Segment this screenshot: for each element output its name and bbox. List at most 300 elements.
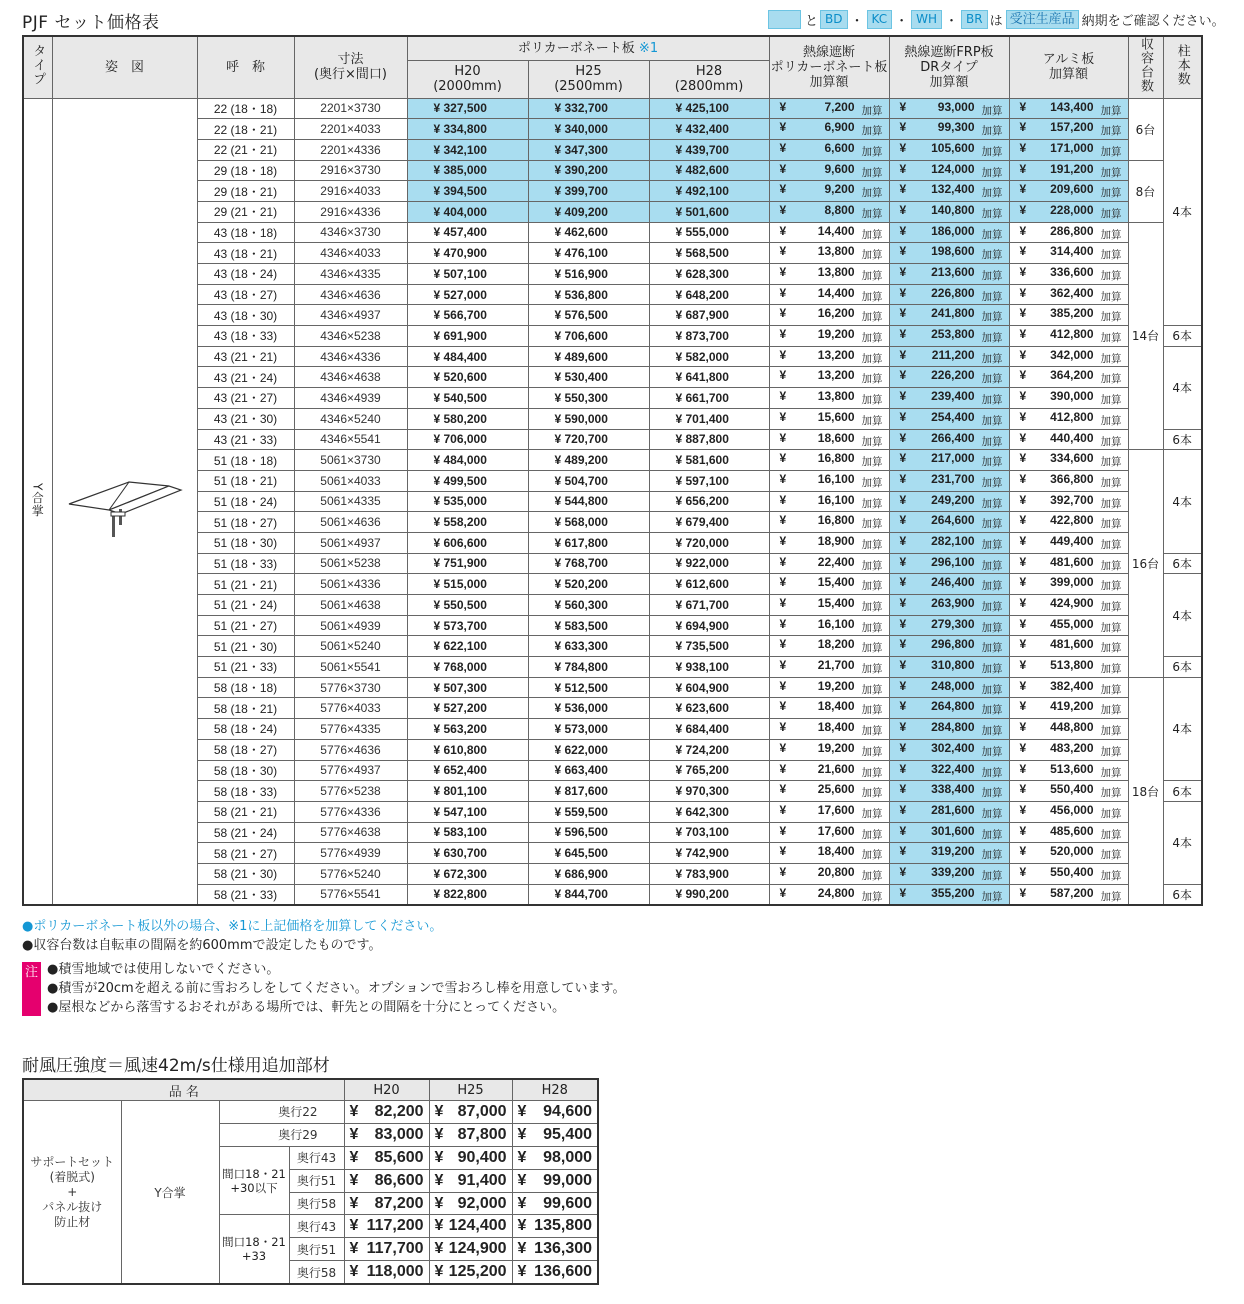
alum-add: ¥ 334,600 加算 — [1009, 450, 1128, 471]
sub-price: ¥ 91,400 — [429, 1169, 512, 1192]
caution-line: ●積雪地域では使用しないでください。 — [47, 962, 280, 977]
posts-cell: 4本 — [1163, 801, 1202, 884]
heat-frp-add: ¥ 302,400 加算 — [889, 739, 1009, 760]
header-polycarbonate: ポリカーボネート板 ※1 — [407, 36, 769, 60]
sub-price: ¥ 82,200 — [344, 1101, 429, 1124]
alum-add: ¥ 422,800 加算 — [1009, 512, 1128, 533]
heat-poly-add: ¥ 16,100 加算 — [769, 470, 889, 491]
table-row — [23, 450, 1202, 471]
alum-add: ¥ 336,600 加算 — [1009, 264, 1128, 285]
heat-poly-add: ¥ 15,400 加算 — [769, 574, 889, 595]
price-h20: ¥ 404,000 — [407, 201, 528, 222]
heat-frp-add: ¥ 310,800 加算 — [889, 657, 1009, 678]
sub-price: ¥ 90,400 — [429, 1146, 512, 1169]
sub-price: ¥ 87,200 — [344, 1192, 429, 1215]
heat-poly-add: ¥ 18,400 加算 — [769, 843, 889, 864]
price-h20: ¥ 457,400 — [407, 222, 528, 243]
posts-cell: 4本 — [1163, 574, 1202, 657]
sub-price: ¥ 136,600 — [512, 1261, 598, 1284]
price-h25: ¥ 706,600 — [528, 326, 649, 347]
posts-cell: 6本 — [1163, 657, 1202, 678]
price-h25: ¥ 686,900 — [528, 863, 649, 884]
sub-depth: 奥行22 — [219, 1101, 344, 1124]
price-h20: ¥ 563,200 — [407, 719, 528, 740]
table-row — [23, 532, 1202, 553]
price-h25: ¥ 568,000 — [528, 512, 649, 533]
row-name: 58 (21・27) — [197, 843, 294, 864]
price-h20: ¥ 507,300 — [407, 677, 528, 698]
row-dims: 4346×4336 — [294, 346, 407, 367]
table-row — [23, 491, 1202, 512]
capacity-cell: 6台 — [1128, 98, 1163, 160]
row-name: 58 (21・24) — [197, 822, 294, 843]
header-h28: H28 (2800mm) — [649, 60, 769, 98]
price-h20: ¥ 327,500 — [407, 98, 528, 119]
table-row — [23, 843, 1202, 864]
price-h28: ¥ 783,900 — [649, 863, 769, 884]
row-dims: 5061×4636 — [294, 512, 407, 533]
alum-add: ¥ 364,200 加算 — [1009, 367, 1128, 388]
table-row — [23, 657, 1202, 678]
heat-poly-add: ¥ 18,400 加算 — [769, 698, 889, 719]
row-name: 51 (18・24) — [197, 491, 294, 512]
posts-cell: 4本 — [1163, 450, 1202, 553]
row-name: 43 (21・21) — [197, 346, 294, 367]
row-name: 58 (18・27) — [197, 739, 294, 760]
alum-add: ¥ 412,800 加算 — [1009, 408, 1128, 429]
price-h20: ¥ 566,700 — [407, 305, 528, 326]
table-row — [23, 305, 1202, 326]
sub-price: ¥ 124,400 — [429, 1215, 512, 1238]
legend-code-kc: KC — [867, 10, 893, 29]
table-row — [23, 636, 1202, 657]
table-row — [23, 574, 1202, 595]
price-h28: ¥ 742,900 — [649, 843, 769, 864]
price-h28: ¥ 735,500 — [649, 636, 769, 657]
row-name: 43 (18・24) — [197, 264, 294, 285]
price-h20: ¥ 573,700 — [407, 615, 528, 636]
price-h28: ¥ 922,000 — [649, 553, 769, 574]
price-h20: ¥ 706,000 — [407, 429, 528, 450]
caution-block — [22, 962, 626, 1017]
row-name: 22 (21・21) — [197, 139, 294, 160]
sub-depth: 奥行58 — [289, 1192, 344, 1215]
row-name: 58 (18・30) — [197, 760, 294, 781]
row-dims: 5776×5541 — [294, 884, 407, 905]
table-row — [23, 284, 1202, 305]
price-h28: ¥ 701,400 — [649, 408, 769, 429]
heat-frp-add: ¥ 241,800 加算 — [889, 305, 1009, 326]
heat-frp-add: ¥ 263,900 加算 — [889, 595, 1009, 616]
row-dims: 5776×4939 — [294, 843, 407, 864]
price-h20: ¥ 484,400 — [407, 346, 528, 367]
heat-poly-add: ¥ 13,200 加算 — [769, 367, 889, 388]
sub-price: ¥ 87,800 — [429, 1123, 512, 1146]
price-h25: ¥ 489,200 — [528, 450, 649, 471]
price-h25: ¥ 573,000 — [528, 719, 649, 740]
price-h25: ¥ 536,800 — [528, 284, 649, 305]
heat-frp-add: ¥ 322,400 加算 — [889, 760, 1009, 781]
alum-add: ¥ 399,000 加算 — [1009, 574, 1128, 595]
sub-price: ¥ 85,600 — [344, 1146, 429, 1169]
header-type: タイプ — [23, 36, 52, 98]
row-name: 58 (21・33) — [197, 884, 294, 905]
sub-group: 間口18・21 +33 — [219, 1215, 289, 1284]
row-name: 22 (18・21) — [197, 119, 294, 140]
table-row — [23, 1101, 598, 1124]
row-name: 29 (21・21) — [197, 201, 294, 222]
row-dims: 4346×4638 — [294, 367, 407, 388]
row-dims: 2916×4033 — [294, 181, 407, 202]
row-name: 43 (18・18) — [197, 222, 294, 243]
price-h25: ¥ 768,700 — [528, 553, 649, 574]
price-h28: ¥ 642,300 — [649, 801, 769, 822]
figure-cell — [52, 98, 197, 905]
heat-poly-add: ¥ 13,800 加算 — [769, 243, 889, 264]
table-row — [23, 326, 1202, 347]
alum-add: ¥ 483,200 加算 — [1009, 739, 1128, 760]
table-row — [23, 264, 1202, 285]
legend-code-wh: WH — [911, 10, 942, 29]
heat-frp-add: ¥ 266,400 加算 — [889, 429, 1009, 450]
row-name: 58 (18・33) — [197, 781, 294, 802]
heat-frp-add: ¥ 338,400 加算 — [889, 781, 1009, 802]
heat-poly-add: ¥ 7,200 加算 — [769, 98, 889, 119]
table-row — [23, 181, 1202, 202]
posts-cell: 6本 — [1163, 553, 1202, 574]
header-h25: H25 (2500mm) — [528, 60, 649, 98]
row-dims: 2916×4336 — [294, 201, 407, 222]
heat-frp-add: ¥ 239,400 加算 — [889, 388, 1009, 409]
caution-line: ●屋根などから落雪するおそれがある場所では、軒先との間隔を十分にとってください。 — [47, 1000, 566, 1015]
alum-add: ¥ 481,600 加算 — [1009, 553, 1128, 574]
price-h20: ¥ 527,000 — [407, 284, 528, 305]
price-h28: ¥ 492,100 — [649, 181, 769, 202]
legend-code-br: BR — [961, 10, 988, 29]
price-h28: ¥ 694,900 — [649, 615, 769, 636]
alum-add: ¥ 485,600 加算 — [1009, 822, 1128, 843]
price-h28: ¥ 597,100 — [649, 470, 769, 491]
capacity-cell: 16台 — [1128, 450, 1163, 678]
table-row — [23, 760, 1202, 781]
price-h28: ¥ 604,900 — [649, 677, 769, 698]
row-dims: 5061×4937 — [294, 532, 407, 553]
heat-frp-add: ¥ 140,800 加算 — [889, 201, 1009, 222]
price-h25: ¥ 590,000 — [528, 408, 649, 429]
price-h25: ¥ 560,300 — [528, 595, 649, 616]
price-h20: ¥ 535,000 — [407, 491, 528, 512]
alum-add: ¥ 520,000 加算 — [1009, 843, 1128, 864]
row-dims: 5776×4937 — [294, 760, 407, 781]
row-name: 51 (21・24) — [197, 595, 294, 616]
price-h28: ¥ 612,600 — [649, 574, 769, 595]
price-h20: ¥ 550,500 — [407, 595, 528, 616]
price-h20: ¥ 470,900 — [407, 243, 528, 264]
heat-frp-add: ¥ 264,800 加算 — [889, 698, 1009, 719]
sub-depth: 奥行29 — [219, 1123, 344, 1146]
capacity-cell: 14台 — [1128, 222, 1163, 450]
row-dims: 2201×4033 — [294, 119, 407, 140]
alum-add: ¥ 419,200 加算 — [1009, 698, 1128, 719]
price-h28: ¥ 482,600 — [649, 160, 769, 181]
heat-poly-add: ¥ 6,600 加算 — [769, 139, 889, 160]
notes — [22, 917, 442, 955]
price-h25: ¥ 645,500 — [528, 843, 649, 864]
sub-price: ¥ 99,000 — [512, 1169, 598, 1192]
heat-frp-add: ¥ 198,600 加算 — [889, 243, 1009, 264]
table-row — [23, 719, 1202, 740]
sub-depth: 奥行58 — [289, 1261, 344, 1284]
table-row — [23, 119, 1202, 140]
price-h25: ¥ 784,800 — [528, 657, 649, 678]
table-row — [23, 222, 1202, 243]
price-h20: ¥ 691,900 — [407, 326, 528, 347]
row-name: 51 (21・30) — [197, 636, 294, 657]
row-dims: 5776×5238 — [294, 781, 407, 802]
row-dims: 5061×4033 — [294, 470, 407, 491]
row-dims: 5061×3730 — [294, 450, 407, 471]
heat-frp-add: ¥ 284,800 加算 — [889, 719, 1009, 740]
posts-cell: 4本 — [1163, 677, 1202, 780]
price-h20: ¥ 394,500 — [407, 181, 528, 202]
sub-depth: 奥行51 — [289, 1238, 344, 1261]
heat-frp-add: ¥ 99,300 加算 — [889, 119, 1009, 140]
heat-frp-add: ¥ 319,200 加算 — [889, 843, 1009, 864]
price-h28: ¥ 555,000 — [649, 222, 769, 243]
price-h28: ¥ 628,300 — [649, 264, 769, 285]
row-dims: 5776×4033 — [294, 698, 407, 719]
heat-frp-add: ¥ 132,400 加算 — [889, 181, 1009, 202]
heat-frp-add: ¥ 217,000 加算 — [889, 450, 1009, 471]
table-row — [23, 884, 1202, 905]
row-name: 58 (18・18) — [197, 677, 294, 698]
price-h20: ¥ 334,800 — [407, 119, 528, 140]
price-h28: ¥ 990,200 — [649, 884, 769, 905]
alum-add: ¥ 587,200 加算 — [1009, 884, 1128, 905]
table-row — [23, 160, 1202, 181]
sub-price: ¥ 118,000 — [344, 1261, 429, 1284]
price-h25: ¥ 476,100 — [528, 243, 649, 264]
sub-type: Y合掌 — [121, 1101, 219, 1285]
heat-frp-add: ¥ 231,700 加算 — [889, 470, 1009, 491]
price-h20: ¥ 515,000 — [407, 574, 528, 595]
price-h28: ¥ 582,000 — [649, 346, 769, 367]
price-h25: ¥ 512,500 — [528, 677, 649, 698]
price-h25: ¥ 663,400 — [528, 760, 649, 781]
heat-frp-add: ¥ 355,200 加算 — [889, 884, 1009, 905]
row-name: 51 (18・21) — [197, 470, 294, 491]
sub-price: ¥ 94,600 — [512, 1101, 598, 1124]
row-name: 51 (21・27) — [197, 615, 294, 636]
row-dims: 4346×5541 — [294, 429, 407, 450]
header-capacity: 収容台数 — [1128, 36, 1163, 98]
table-row — [23, 470, 1202, 491]
price-h25: ¥ 844,700 — [528, 884, 649, 905]
price-h25: ¥ 720,700 — [528, 429, 649, 450]
price-h25: ¥ 489,600 — [528, 346, 649, 367]
heat-poly-add: ¥ 16,800 加算 — [769, 512, 889, 533]
heat-poly-add: ¥ 18,400 加算 — [769, 719, 889, 740]
price-h25: ¥ 504,700 — [528, 470, 649, 491]
price-h25: ¥ 596,500 — [528, 822, 649, 843]
price-h20: ¥ 484,000 — [407, 450, 528, 471]
legend-made-to-order: 受注生産品 — [1006, 10, 1079, 29]
table-row — [23, 243, 1202, 264]
table-row — [23, 346, 1202, 367]
price-h28: ¥ 641,800 — [649, 367, 769, 388]
posts-cell: 6本 — [1163, 884, 1202, 905]
heat-poly-add: ¥ 20,800 加算 — [769, 863, 889, 884]
price-table — [22, 35, 1203, 906]
capacity-cell: 18台 — [1128, 677, 1163, 905]
table-row — [23, 698, 1202, 719]
price-h28: ¥ 671,700 — [649, 595, 769, 616]
price-h28: ¥ 938,100 — [649, 657, 769, 678]
row-name: 43 (18・21) — [197, 243, 294, 264]
price-h28: ¥ 648,200 — [649, 284, 769, 305]
posts-cell: 4本 — [1163, 346, 1202, 429]
heat-poly-add: ¥ 8,800 加算 — [769, 201, 889, 222]
price-h28: ¥ 656,200 — [649, 491, 769, 512]
price-h20: ¥ 583,100 — [407, 822, 528, 843]
heat-frp-add: ¥ 105,600 加算 — [889, 139, 1009, 160]
price-h25: ¥ 559,500 — [528, 801, 649, 822]
heat-poly-add: ¥ 16,100 加算 — [769, 491, 889, 512]
heat-poly-add: ¥ 16,200 加算 — [769, 305, 889, 326]
alum-add: ¥ 286,800 加算 — [1009, 222, 1128, 243]
header-figure: 姿 図 — [52, 36, 197, 98]
price-h25: ¥ 530,400 — [528, 367, 649, 388]
row-name: 51 (18・27) — [197, 512, 294, 533]
row-dims: 2201×3730 — [294, 98, 407, 119]
alum-add: ¥ 424,900 加算 — [1009, 595, 1128, 616]
table-row — [23, 429, 1202, 450]
row-dims: 4346×5238 — [294, 326, 407, 347]
heat-frp-add: ¥ 213,600 加算 — [889, 264, 1009, 285]
alum-add: ¥ 456,000 加算 — [1009, 801, 1128, 822]
sub-depth: 奥行43 — [289, 1215, 344, 1238]
row-dims: 4346×4636 — [294, 284, 407, 305]
heat-poly-add: ¥ 16,800 加算 — [769, 450, 889, 471]
row-dims: 2916×3730 — [294, 160, 407, 181]
heat-frp-add: ¥ 248,000 加算 — [889, 677, 1009, 698]
heat-frp-add: ¥ 254,400 加算 — [889, 408, 1009, 429]
price-h28: ¥ 684,400 — [649, 719, 769, 740]
sub-price: ¥ 136,300 — [512, 1238, 598, 1261]
row-dims: 5061×4939 — [294, 615, 407, 636]
price-h25: ¥ 520,200 — [528, 574, 649, 595]
wind-parts-table — [22, 1078, 599, 1285]
row-dims: 5061×5240 — [294, 636, 407, 657]
alum-add: ¥ 550,400 加算 — [1009, 863, 1128, 884]
price-h25: ¥ 516,900 — [528, 264, 649, 285]
row-name: 58 (21・21) — [197, 801, 294, 822]
posts-cell: 6本 — [1163, 429, 1202, 450]
row-dims: 5061×5238 — [294, 553, 407, 574]
heat-frp-add: ¥ 279,300 加算 — [889, 615, 1009, 636]
price-h20: ¥ 652,400 — [407, 760, 528, 781]
table-row — [23, 408, 1202, 429]
price-h20: ¥ 527,200 — [407, 698, 528, 719]
price-h28: ¥ 425,100 — [649, 98, 769, 119]
row-name: 51 (21・21) — [197, 574, 294, 595]
table-row — [23, 367, 1202, 388]
sub-group: 間口18・21 +30以下 — [219, 1146, 289, 1215]
price-h28: ¥ 703,100 — [649, 822, 769, 843]
sub-price: ¥ 99,600 — [512, 1192, 598, 1215]
header-alum: アルミ板 加算額 — [1009, 36, 1128, 98]
alum-add: ¥ 362,400 加算 — [1009, 284, 1128, 305]
posts-cell: 6本 — [1163, 781, 1202, 802]
price-h20: ¥ 768,000 — [407, 657, 528, 678]
price-h20: ¥ 610,800 — [407, 739, 528, 760]
price-h25: ¥ 633,300 — [528, 636, 649, 657]
sub-price: ¥ 86,600 — [344, 1169, 429, 1192]
alum-add: ¥ 513,600 加算 — [1009, 760, 1128, 781]
price-h25: ¥ 332,700 — [528, 98, 649, 119]
row-dims: 4346×4033 — [294, 243, 407, 264]
heat-poly-add: ¥ 9,200 加算 — [769, 181, 889, 202]
sub-price: ¥ 117,700 — [344, 1238, 429, 1261]
price-h20: ¥ 622,100 — [407, 636, 528, 657]
price-h28: ¥ 687,900 — [649, 305, 769, 326]
heat-poly-add: ¥ 14,400 加算 — [769, 284, 889, 305]
header-dims: 寸法 (奥行×間口) — [294, 36, 407, 98]
table-row — [23, 822, 1202, 843]
row-dims: 5061×5541 — [294, 657, 407, 678]
heat-frp-add: ¥ 211,200 加算 — [889, 346, 1009, 367]
price-h25: ¥ 340,000 — [528, 119, 649, 140]
legend: と BD ・ KC ・ WH ・ BR は 受注生産品 納期をご確認ください。 — [768, 10, 1225, 29]
table-row — [23, 388, 1202, 409]
row-name: 43 (18・27) — [197, 284, 294, 305]
row-name: 58 (18・21) — [197, 698, 294, 719]
price-h25: ¥ 390,200 — [528, 160, 649, 181]
table-row — [23, 615, 1202, 636]
note-line: ●収容台数は自転車の間隔を約600mmで設定したものです。 — [22, 938, 382, 953]
sub-price: ¥ 83,000 — [344, 1123, 429, 1146]
heat-poly-add: ¥ 17,600 加算 — [769, 822, 889, 843]
subtitle: 耐風圧強度＝風速42m/s仕様用追加部材 — [22, 1056, 330, 1076]
row-name: 43 (18・33) — [197, 326, 294, 347]
table-row — [23, 139, 1202, 160]
heat-poly-add: ¥ 22,400 加算 — [769, 553, 889, 574]
note-line: ●ポリカーボネート板以外の場合、※1に上記価格を加算してください。 — [22, 919, 443, 934]
price-h28: ¥ 439,700 — [649, 139, 769, 160]
heat-frp-add: ¥ 93,000 加算 — [889, 98, 1009, 119]
alum-add: ¥ 209,600 加算 — [1009, 181, 1128, 202]
alum-add: ¥ 382,400 加算 — [1009, 677, 1128, 698]
heat-poly-add: ¥ 18,900 加算 — [769, 532, 889, 553]
heat-poly-add: ¥ 14,400 加算 — [769, 222, 889, 243]
price-h20: ¥ 672,300 — [407, 863, 528, 884]
price-h25: ¥ 536,000 — [528, 698, 649, 719]
price-h25: ¥ 817,600 — [528, 781, 649, 802]
price-h25: ¥ 583,500 — [528, 615, 649, 636]
row-name: 43 (21・27) — [197, 388, 294, 409]
alum-add: ¥ 513,800 加算 — [1009, 657, 1128, 678]
heat-poly-add: ¥ 19,200 加算 — [769, 677, 889, 698]
sub-price: ¥ 95,400 — [512, 1123, 598, 1146]
price-h25: ¥ 347,300 — [528, 139, 649, 160]
alum-add: ¥ 314,400 加算 — [1009, 243, 1128, 264]
price-h25: ¥ 409,200 — [528, 201, 649, 222]
header-heat-poly: 熱線遮断 ポリカーボネート板 加算額 — [769, 36, 889, 98]
row-dims: 4346×4939 — [294, 388, 407, 409]
heat-frp-add: ¥ 282,100 加算 — [889, 532, 1009, 553]
alum-add: ¥ 412,800 加算 — [1009, 326, 1128, 347]
alum-add: ¥ 550,400 加算 — [1009, 781, 1128, 802]
